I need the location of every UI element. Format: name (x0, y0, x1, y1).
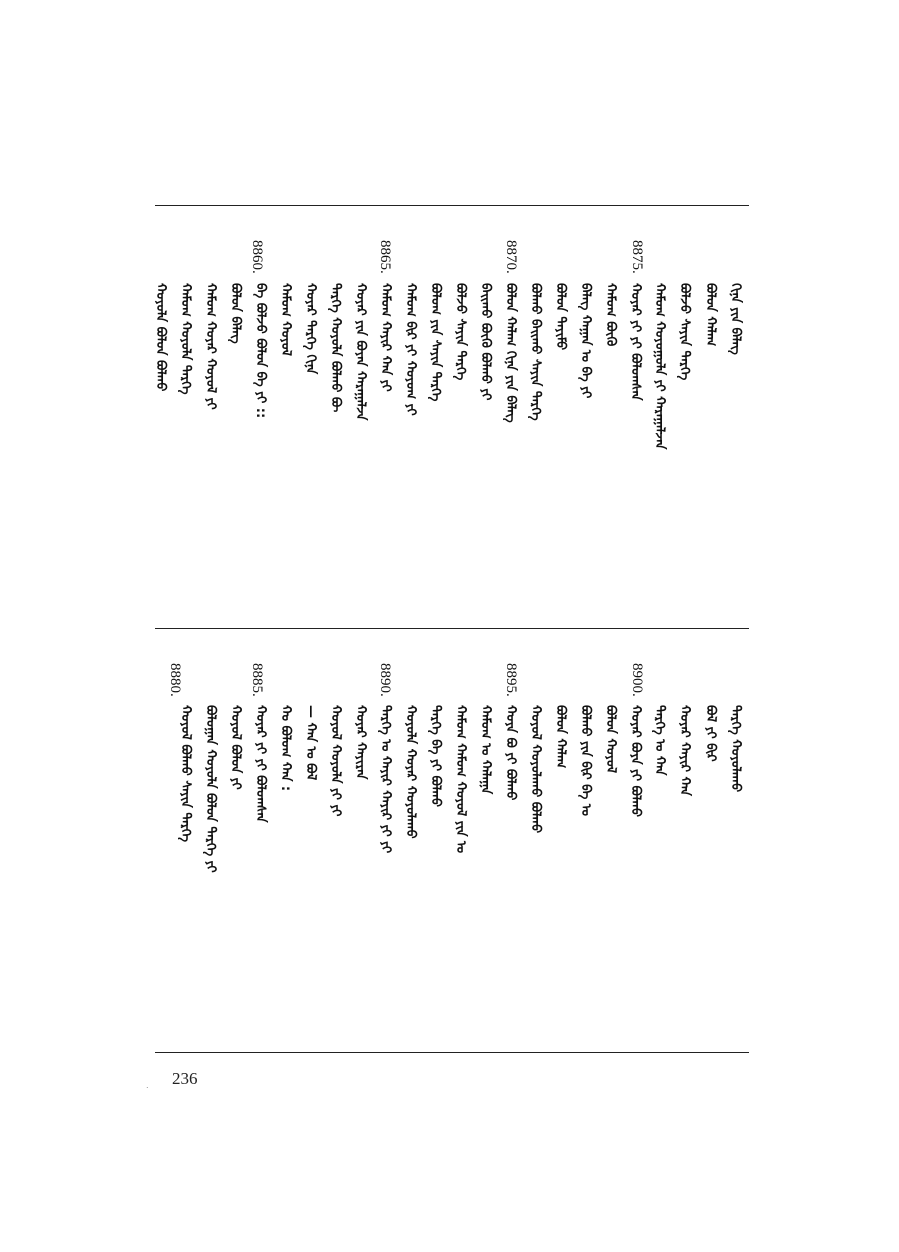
verse-line: ᠬᠠᠮᠤᠭ ᠬᠣᠶᠤᠭᠤᠯᠠ ᠶᠢ ᠬᠠᠷᠠᠭᠠᠯᠵᠠᠨ (652, 283, 667, 450)
verse-line: ᠬᠣᠶᠤᠯ ᠬᠣᠶᠤᠯᠠ ᠶᠢ ᠶᠢ (328, 705, 343, 817)
verse-number-8875: 8875. (629, 240, 645, 274)
verse-number-8885: 8885. (249, 663, 265, 697)
verse-line: — ᠬᠠᠨ ᠤ ᠪᠣᠯ (303, 705, 318, 781)
verse-line: ᠪᠡᠯᠡᠭ ᠬᠠᠭᠠᠨ ᠤ ᠪᠠ ᠶᠢ (578, 283, 593, 399)
verse-block-lower (160, 663, 750, 993)
verse-line: ᠬᠣᠶᠤᠯᠠ ᠪᠣᠯᠤᠨ ᠪᠣᠯᠬᠤ (153, 283, 168, 392)
verse-line: ᠬᠣᠶᠠᠷ ᠶᠢᠨ ᠪᠣᠶᠠᠨ ᠬᠠᠷᠠᠭᠠᠯᠵᠠ (353, 283, 368, 421)
verse-line: ᠲᠡᠷᠭᠡ ᠬᠣᠶᠤᠯᠠᠬᠤ (728, 705, 743, 793)
verse-line: ᠬᠣᠶᠠᠷ ᠪᠣᠶᠠ ᠶᠢ ᠪᠣᠯᠬᠤ (628, 705, 643, 817)
middle-rule (155, 628, 749, 629)
verse-line: ᠬᠠᠮᠤᠭ ᠬᠣᠶᠤᠯᠠ ᠲᠡᠷᠭᠡ (178, 283, 193, 395)
verse-line: ᠬᠠᠮᠤᠭ ᠤ ᠬᠠᠯᠠᠭᠠ (478, 705, 493, 795)
verse-line: ᠲᠡᠷᠭᠡ ᠬᠣᠶᠤᠯᠠ ᠪᠣᠯᠬᠤ ᠪᠦ (328, 283, 343, 413)
verse-line: ᠬᠣᠶᠠᠷ ᠬᠠᠶᠢᠷ ᠬᠠᠨ (677, 705, 692, 796)
verse-line: ᠬᠣ ᠪᠣᠯᠤᠭ ᠬᠠᠨ : (278, 705, 293, 792)
verse-line: ᠪᠣᠯᠤᠨ ᠲᠡᠶᠢᠮᠦ (553, 283, 568, 351)
verse-number-8890: 8890. (377, 663, 393, 697)
verse-line: ᠬᠠᠮᠤᠭ ᠬᠣᠶᠠᠷ ᠬᠣᠶᠤᠯ ᠶᠢ (203, 283, 218, 410)
verse-line: ᠪᠠᠢᠬᠤ ᠪᠦᠭᠦ ᠪᠣᠯᠬᠤ ᠶᠢ (478, 283, 493, 401)
verse-line: ᠬᠣᠶᠤᠯ ᠪᠣᠯᠬᠤ ᠰᠠᠶᠢᠨ ᠲᠡᠷᠭᠡ (178, 705, 193, 843)
verse-line: ᠬᠣᠶᠤᠯ ᠬᠣᠶᠤᠯᠠᠬᠤ ᠪᠣᠯᠬᠤ (528, 705, 543, 834)
verse-line: ᠬᠠᠮᠤᠭ ᠪᠦᠭᠦ (603, 283, 618, 347)
verse-line: ᠪᠣᠯᠬᠤ ᠶᠢᠨ ᠪᠢᠷ ᠪᠠ ᠤ (578, 705, 593, 817)
verse-line: ᠬᠣᠶᠠ ᠪᠣ ᠶᠢ ᠪᠣᠯᠬᠤ (503, 705, 518, 801)
verse-line: ᠲᠡᠷᠭᠡ ᠪᠠ ᠶᠢ ᠪᠣᠯᠬᠤ (428, 705, 443, 807)
verse-number-8870: 8870. (503, 240, 519, 274)
scan-speck: . (146, 1081, 149, 1090)
verse-number-8900: 8900. (629, 663, 645, 697)
page-number: 236 (172, 1069, 198, 1088)
verse-line: ᠪᠠ ᠪᠣᠯᠵᠣ ᠪᠣᠯᠤᠨ ᠪᠠ ᠶᠢ :: (253, 283, 268, 419)
verse-line: ᠲᠡᠷᠭᠡ ᠤ ᠬᠠᠨ (652, 705, 667, 776)
verse-line: ᠬᠣᠶᠠᠷ ᠬᠠᠶᠢᠷᠠᠨ (353, 705, 368, 780)
verse-line: ᠪᠣᠯᠤᠨ ᠪᠡᠯᠡᠭ (228, 283, 243, 344)
verse-line: ᠬᠣᠶᠠᠷ ᠶᠢ ᠶᠢ ᠪᠣᠯᠤᠭᠰᠠᠨ (628, 283, 643, 401)
verse-line: ᠪᠣᠯᠤᠭ ᠶᠢᠨ ᠰᠠᠶᠢᠨ ᠲᠡᠷᠭᠡ (428, 283, 443, 402)
verse-line: ᠲᠡᠷᠭᠡ ᠤ ᠬᠠᠶᠢᠷ ᠬᠠᠶᠢᠷ ᠶᠢ ᠶᠢ (378, 705, 393, 854)
bottom-rule (155, 1052, 749, 1053)
verse-line: ᠬᠠᠮᠤᠭ ᠪᠢᠷ ᠶᠢ ᠬᠣᠶᠤᠭ ᠶᠢ (403, 283, 418, 416)
verse-line: ᠪᠣᠯᠤᠨ ᠬᠠᠯᠠᠭ (553, 705, 568, 769)
verse-line: ᠪᠣᠯ ᠶᠢ ᠪᠢᠷ (703, 705, 718, 762)
verse-line: ᠪᠣᠯᠤᠨ ᠬᠠᠯᠠᠭ (703, 283, 718, 347)
verse-line: ᠪᠣᠯᠵᠣ ᠰᠠᠶᠢᠨ ᠲᠡᠷᠭᠡ (453, 283, 468, 381)
verse-line: ᠬᠣᠶᠤᠯ ᠪᠣᠯᠤᠨ ᠶᠢ (228, 705, 243, 790)
verse-number-8865: 8865. (377, 240, 393, 274)
verse-line: ᠬᠢᠨᠡ ᠶᠢᠨ ᠪᠡᠯᠡᠭ (728, 283, 743, 355)
verse-number-8880: 8880. (167, 663, 183, 697)
verse-line: ᠬᠣᠶᠤᠯᠠ ᠬᠣᠶᠠᠷ ᠬᠣᠶᠤᠯᠠᠬᠤ (403, 705, 418, 839)
verse-line: ᠬᠠᠮᠤᠭ ᠬᠠᠮᠤᠭ ᠬᠣᠶᠤᠯ ᠶᠢᠨ ᠤ (453, 705, 468, 854)
verse-line: ᠬᠠᠮᠤᠭ ᠬᠠᠶᠢᠷ ᠬᠠᠨ ᠶᠢ (378, 283, 393, 392)
top-rule-1 (155, 205, 749, 206)
verse-number-8860: 8860. (249, 240, 265, 274)
verse-block-upper (153, 240, 750, 570)
verse-line: ᠪᠣᠯᠤᠨ ᠬᠣᠶᠤᠯ (603, 705, 618, 774)
verse-line: ᠬᠠᠮᠤᠭ ᠬᠣᠶᠤᠯ (278, 283, 293, 357)
verse-line: ᠪᠣᠯᠬᠤ ᠪᠠᠢᠬᠤ ᠰᠠᠶᠢᠨ ᠲᠡᠷᠭᠡ (528, 283, 543, 421)
verse-number-8895: 8895. (503, 663, 519, 697)
verse-line: ᠪᠣᠯᠤᠭᠠᠨ ᠬᠣᠶᠤᠯᠠ ᠪᠣᠯᠤᠨ ᠲᠡᠷᠭᠡ ᠶᠢ (203, 705, 218, 873)
verse-line: ᠪᠣᠯᠵᠣ ᠰᠠᠶᠢᠨ ᠲᠡᠷᠭᠡ (677, 283, 692, 381)
verse-line: ᠪᠣᠯᠤᠨ ᠬᠠᠯᠠᠭ ᠬᠢᠨᠡ ᠶᠢᠨ ᠪᠡᠯᠡᠭ (503, 283, 518, 423)
verse-line: ᠬᠣᠶᠠᠷ ᠶᠢ ᠶᠢ ᠪᠣᠯᠤᠭᠰᠠᠨ (253, 705, 268, 823)
verse-line: ᠬᠣᠶᠠᠷ ᠲᠡᠷᠭᠡ ᠬᠢᠨᠡ (303, 283, 318, 375)
